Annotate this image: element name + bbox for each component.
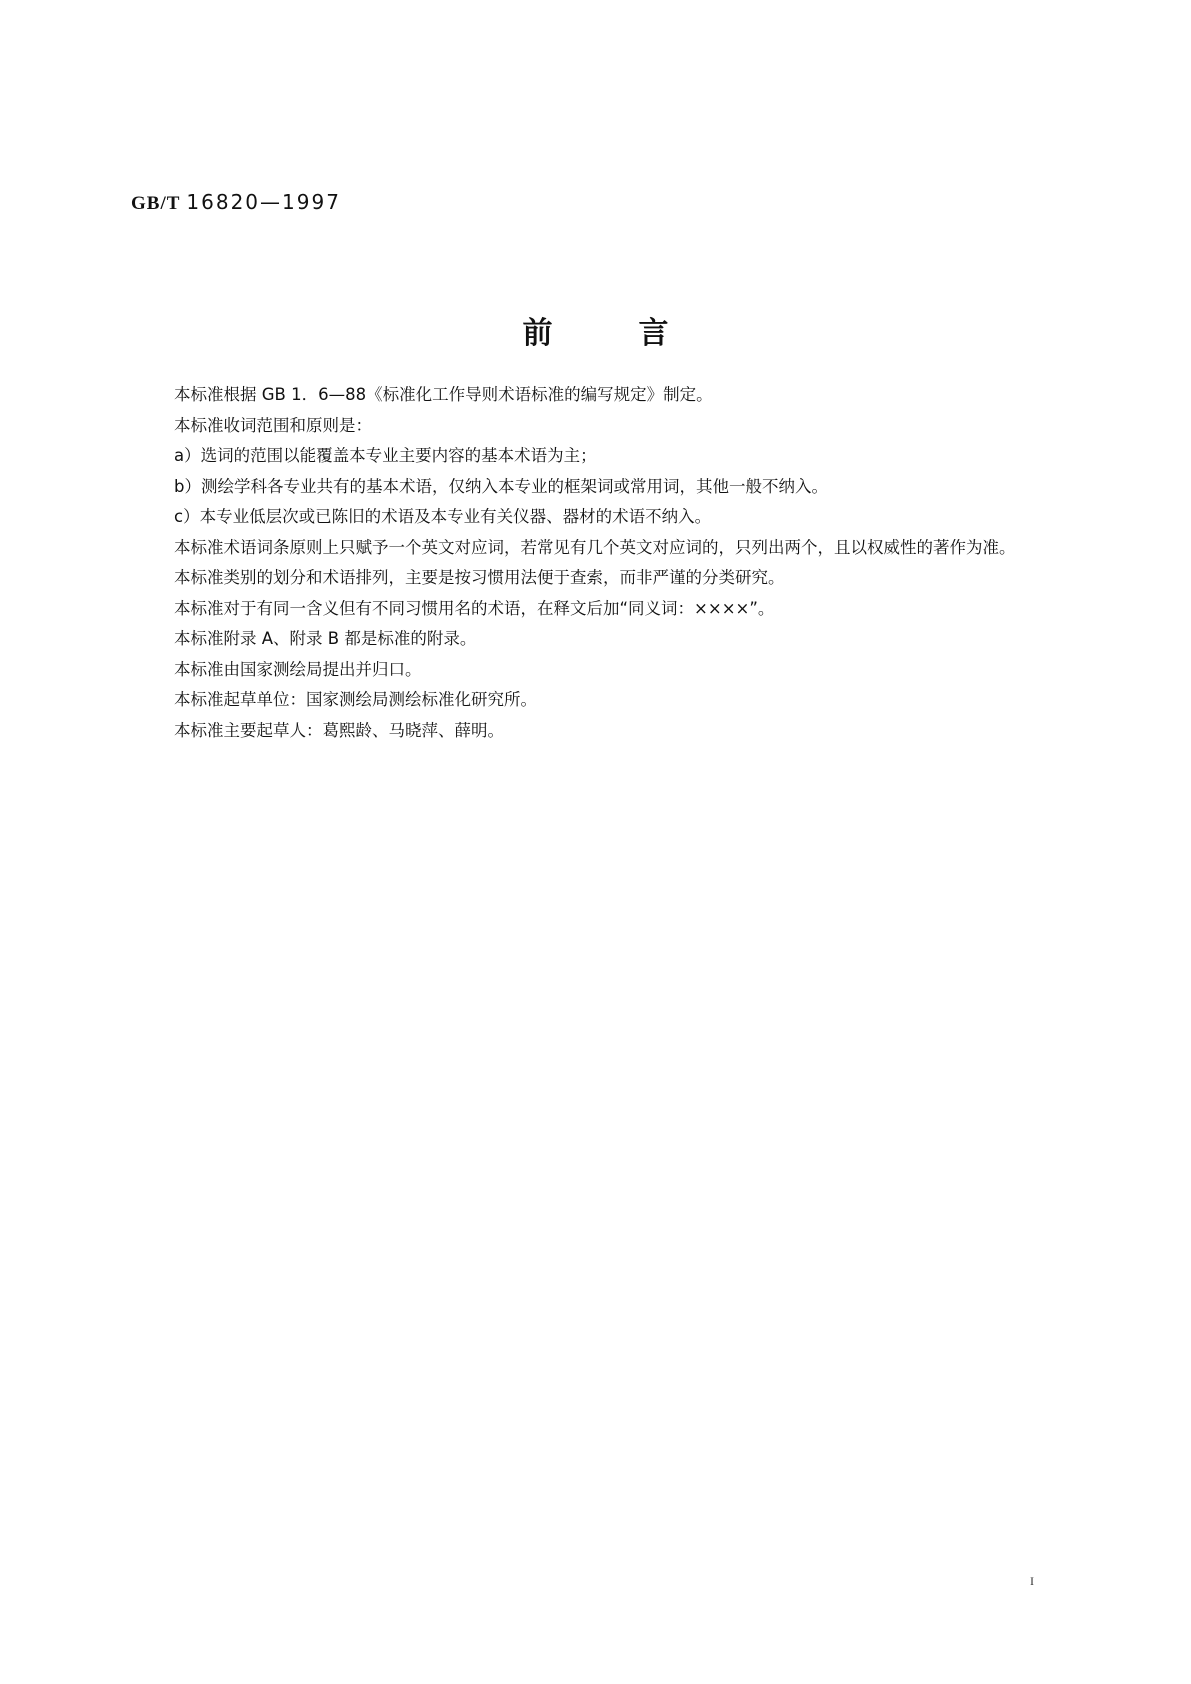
paragraph-drafting-unit: 本标准起草单位：国家测绘局测绘标准化研究所。 [174,690,537,709]
standard-number: 16820—1997 [186,190,341,214]
page-number: I [1030,1574,1034,1588]
foreword-body [134,380,1060,746]
paragraph-classification: 本标准类别的划分和术语排列，主要是按习惯用法便于查索，而非严谨的分类研究。 [174,568,785,587]
standard-code-header [131,190,341,215]
foreword-title: 前言 [522,316,755,351]
standard-prefix: GB/T [131,193,181,214]
paragraph-appendices: 本标准附录 A、附录 B 都是标准的附录。 [174,629,477,648]
paragraph-drafters: 本标准主要起草人：葛熙龄、马晓萍、薛明。 [174,720,504,740]
paragraph-scope-intro: 本标准收词范围和原则是： [174,415,372,435]
paragraph-synonyms: 本标准对于有同一含义但有不同习惯用名的术语，在释文后加“同义词：××××”。 [174,598,775,618]
paragraph-proposer: 本标准由国家测绘局提出并归口。 [174,659,422,679]
paragraph-basis: 本标准根据 GB 1．6—88《标准化工作导则术语标准的编写规定》制定。 [174,385,713,404]
paragraph-scope-b: b）测绘学科各专业共有的基本术语，仅纳入本专业的框架词或常用词，其他一般不纳入。 [174,476,828,496]
paragraph-scope-c: c）本专业低层次或已陈旧的术语及本专业有关仪器、器材的术语不纳入。 [174,507,712,526]
paragraph-english-terms: 本标准术语词条原则上只赋予一个英文对应词，若常见有几个英文对应词的，只列出两个，且以权威性的著作为准。 [174,537,1016,557]
paragraph-scope-a: a）选词的范围以能覆盖本专业主要内容的基本术语为主； [174,446,597,465]
